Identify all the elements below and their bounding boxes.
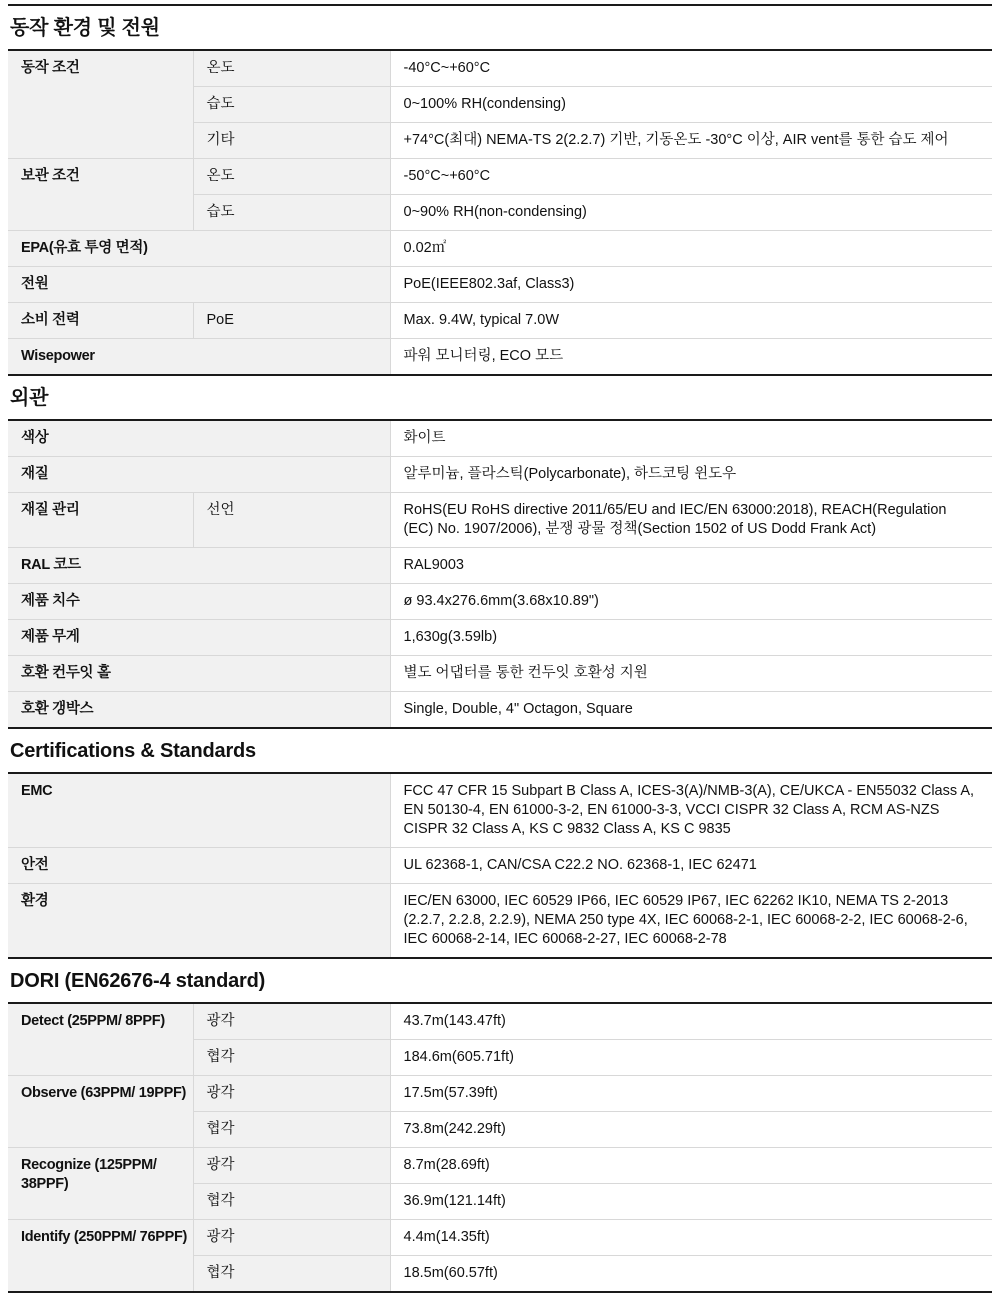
spec-label-cell: 동작 조건	[8, 50, 193, 159]
spec-value-cell: 43.7m(143.47ft)	[390, 1003, 992, 1040]
spec-table-certifications	[8, 772, 992, 959]
spec-table-dori	[8, 1002, 992, 1293]
spec-label-cell: Identify (250PPM/ 76PPF)	[8, 1220, 193, 1293]
table-row	[8, 1220, 992, 1256]
spec-sub-cell: 협각	[193, 1256, 390, 1293]
spec-table-appearance	[8, 419, 992, 729]
table-row	[8, 620, 992, 656]
spec-value-cell: +74°C(최대) NEMA-TS 2(2.2.7) 기반, 기동온도 -30°C 이상, AIR vent를 통한 습도 제어	[390, 123, 992, 159]
table-row	[8, 339, 992, 376]
spec-label-cell: Detect (25PPM/ 8PPF)	[8, 1003, 193, 1076]
table-row	[8, 773, 992, 848]
spec-value-cell: IEC/EN 63000, IEC 60529 IP66, IEC 60529 IP67, IEC 62262 IK10, NEMA TS 2-2013 (2.2.7, 2.2.8, 2.2.9), NEMA 250 type 4X, IEC 60068-2-1, IEC 60068-2-2, IEC 60068-2-6, IEC 60068-2-14, IEC 60068-2-27, IEC 60068-2-78	[390, 884, 992, 959]
section-appearance	[8, 385, 992, 729]
spec-label-cell: 재질	[8, 457, 390, 493]
table-row	[8, 493, 992, 548]
spec-value-cell: 17.5m(57.39ft)	[390, 1076, 992, 1112]
section-title: DORI (EN62676-4 standard)	[10, 970, 266, 992]
spec-value-cell: 1,630g(3.59lb)	[390, 620, 992, 656]
spec-table-operating-environment	[8, 49, 992, 376]
spec-label-cell: 제품 치수	[8, 584, 390, 620]
spec-value-cell: 0.02㎡	[390, 231, 992, 267]
section-operating-environment-power	[8, 15, 992, 376]
spec-sheet-page	[0, 4, 1000, 1293]
spec-value-cell: 0~100% RH(condensing)	[390, 87, 992, 123]
spec-value-cell: 8.7m(28.69ft)	[390, 1148, 992, 1184]
spec-label-cell: 호환 갱박스	[8, 692, 390, 729]
table-row	[8, 548, 992, 584]
spec-value-cell: 4.4m(14.35ft)	[390, 1220, 992, 1256]
spec-sub-cell: 선언	[193, 493, 390, 548]
spec-value-cell: 184.6m(605.71ft)	[390, 1040, 992, 1076]
spec-value-cell: -50°C~+60°C	[390, 159, 992, 195]
spec-label-cell: Observe (63PPM/ 19PPF)	[8, 1076, 193, 1148]
spec-value-cell: ø 93.4x276.6mm(3.68x10.89")	[390, 584, 992, 620]
spec-sub-cell: 온도	[193, 159, 390, 195]
spec-sub-cell: 협각	[193, 1040, 390, 1076]
spec-label-cell: 색상	[8, 420, 390, 457]
table-row	[8, 656, 992, 692]
spec-value-cell: RAL9003	[390, 548, 992, 584]
table-row	[8, 420, 992, 457]
spec-value-cell: 73.8m(242.29ft)	[390, 1112, 992, 1148]
spec-label-cell: 보관 조건	[8, 159, 193, 231]
spec-value-cell: -40°C~+60°C	[390, 50, 992, 87]
table-row	[8, 584, 992, 620]
spec-value-cell: 알루미늄, 플라스틱(Polycarbonate), 하드코팅 윈도우	[390, 457, 992, 493]
spec-value-cell: 18.5m(60.57ft)	[390, 1256, 992, 1293]
section-title: Certifications & Standards	[10, 740, 256, 762]
spec-label-cell: 호환 컨두잇 홀	[8, 656, 390, 692]
spec-sub-cell: 광각	[193, 1003, 390, 1040]
spec-label-cell: 환경	[8, 884, 390, 959]
spec-sub-cell: 기타	[193, 123, 390, 159]
spec-sub-cell: 광각	[193, 1148, 390, 1184]
spec-value-cell: 36.9m(121.14ft)	[390, 1184, 992, 1220]
table-row	[8, 1003, 992, 1040]
table-row	[8, 50, 992, 87]
spec-label-cell: 재질 관리	[8, 493, 193, 548]
table-row	[8, 884, 992, 959]
spec-sub-cell: 협각	[193, 1184, 390, 1220]
table-row	[8, 457, 992, 493]
table-row	[8, 303, 992, 339]
spec-value-cell: RoHS(EU RoHS directive 2011/65/EU and IEC/EN 63000:2018), REACH(Regulation (EC) No. 1907/2006), 분쟁 광물 정책(Section 1502 of US Dodd Frank Act)	[390, 493, 992, 548]
spec-sub-cell: 습도	[193, 195, 390, 231]
spec-sub-cell: PoE	[193, 303, 390, 339]
section-certifications-standards	[8, 738, 992, 959]
table-row	[8, 1076, 992, 1112]
spec-value-cell: 0~90% RH(non-condensing)	[390, 195, 992, 231]
spec-value-cell: Single, Double, 4" Octagon, Square	[390, 692, 992, 729]
spec-label-cell: RAL 코드	[8, 548, 390, 584]
table-row	[8, 848, 992, 884]
top-divider	[8, 4, 992, 6]
spec-sub-cell: 온도	[193, 50, 390, 87]
spec-value-cell: PoE(IEEE802.3af, Class3)	[390, 267, 992, 303]
spec-sub-cell: 협각	[193, 1112, 390, 1148]
spec-label-cell: 전원	[8, 267, 390, 303]
spec-value-cell: 화이트	[390, 420, 992, 457]
spec-sub-cell: 광각	[193, 1220, 390, 1256]
spec-label-cell: EPA(유효 투영 면적)	[8, 231, 390, 267]
spec-sub-cell: 습도	[193, 87, 390, 123]
section-title: 외관	[10, 387, 49, 409]
table-row	[8, 692, 992, 729]
table-row	[8, 231, 992, 267]
spec-value-cell: Max. 9.4W, typical 7.0W	[390, 303, 992, 339]
spec-value-cell: 파워 모니터링, ECO 모드	[390, 339, 992, 376]
spec-label-cell: Recognize (125PPM/ 38PPF)	[8, 1148, 193, 1220]
spec-value-cell: 별도 어댑터를 통한 컨두잇 호환성 지원	[390, 656, 992, 692]
spec-value-cell: UL 62368-1, CAN/CSA C22.2 NO. 62368-1, IEC 62471	[390, 848, 992, 884]
table-row	[8, 267, 992, 303]
spec-label-cell: 제품 무게	[8, 620, 390, 656]
spec-label-cell: Wisepower	[8, 339, 390, 376]
table-row	[8, 1148, 992, 1184]
spec-label-cell: 안전	[8, 848, 390, 884]
section-dori	[8, 968, 992, 1293]
spec-value-cell: FCC 47 CFR 15 Subpart B Class A, ICES-3(A)/NMB-3(A), CE/UKCA - EN55032 Class A, EN 50130-4, EN 61000-3-2, EN 61000-3-3, VCCI CISPR 32 Class A, RCM AS-NZS CISPR 32 Class A, KS C 9832 Class A, KS C 9835	[390, 773, 992, 848]
spec-label-cell: 소비 전력	[8, 303, 193, 339]
section-title: 동작 환경 및 전원	[10, 17, 160, 39]
spec-label-cell: EMC	[8, 773, 390, 848]
table-row	[8, 159, 992, 195]
spec-sub-cell: 광각	[193, 1076, 390, 1112]
